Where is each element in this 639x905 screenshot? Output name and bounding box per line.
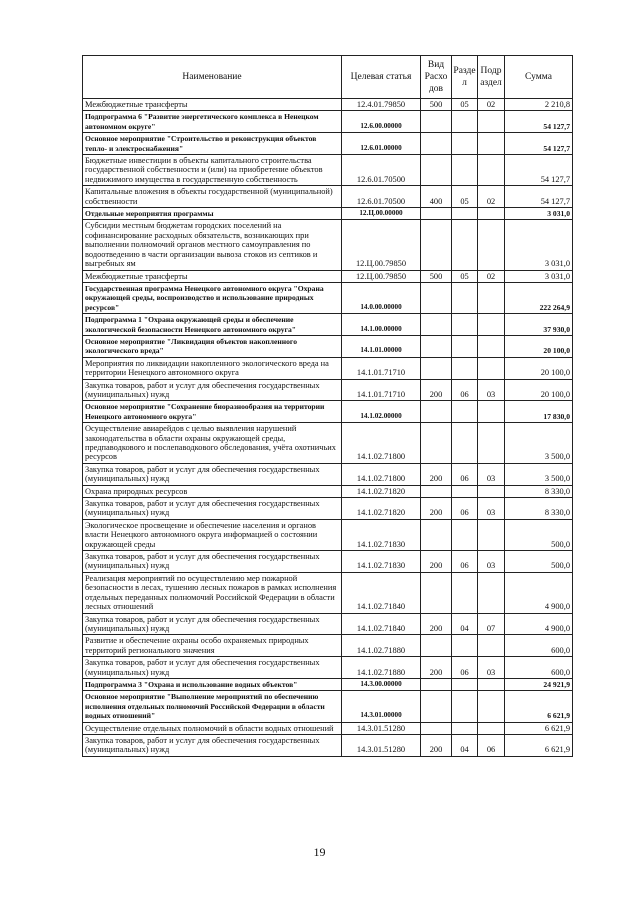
table-row (83, 423, 573, 464)
cell-podrazdel (478, 519, 505, 550)
cell-sum: 3 031,0 (505, 270, 573, 282)
cell-vid (421, 133, 452, 155)
cell-podrazdel (478, 572, 505, 613)
cell-podrazdel: 02 (478, 270, 505, 282)
cell-razdel: 06 (452, 498, 478, 520)
cell-podrazdel: 03 (478, 657, 505, 679)
table-row (83, 111, 573, 133)
cell-code: 14.0.00.00000 (342, 282, 421, 313)
table-row (83, 270, 573, 282)
cell-razdel (452, 357, 478, 379)
cell-sum: 3 031,0 (505, 208, 573, 220)
cell-podrazdel: 03 (478, 551, 505, 573)
cell-vid (421, 357, 452, 379)
cell-podrazdel: 02 (478, 186, 505, 208)
cell-name: Основное мероприятие "Сохранение биоразнообразия на территории Ненецкого автономного округа" (83, 401, 342, 423)
cell-sum: 20 100,0 (505, 379, 573, 401)
table-row (83, 691, 573, 722)
cell-name: Отдельные мероприятия программы (83, 208, 342, 220)
table-row (83, 314, 573, 336)
cell-code: 14.1.02.71830 (342, 519, 421, 550)
table-row (83, 551, 573, 573)
cell-podrazdel: 03 (478, 379, 505, 401)
cell-sum: 37 930,0 (505, 314, 573, 336)
cell-name: Межбюджетные трансферты (83, 99, 342, 111)
cell-code: 12.6.01.00000 (342, 133, 421, 155)
cell-code: 14.1.01.00000 (342, 335, 421, 357)
cell-sum: 4 900,0 (505, 572, 573, 613)
cell-sum: 8 330,0 (505, 498, 573, 520)
cell-sum: 6 621,9 (505, 734, 573, 756)
cell-code: 14.1.02.71880 (342, 635, 421, 657)
cell-vid (421, 282, 452, 313)
cell-vid: 500 (421, 99, 452, 111)
cell-sum: 3 500,0 (505, 463, 573, 485)
page-number: 19 (313, 845, 326, 859)
cell-razdel (452, 519, 478, 550)
cell-sum: 20 100,0 (505, 335, 573, 357)
cell-razdel (452, 423, 478, 464)
cell-podrazdel (478, 208, 505, 220)
cell-podrazdel (478, 357, 505, 379)
cell-code: 12.6.01.70500 (342, 186, 421, 208)
cell-code: 14.1.01.71710 (342, 379, 421, 401)
cell-vid: 200 (421, 551, 452, 573)
cell-podrazdel (478, 133, 505, 155)
cell-vid: 200 (421, 379, 452, 401)
table-row (83, 186, 573, 208)
header-razdel: Разде л (452, 56, 478, 99)
cell-name: Закупка товаров, работ и услуг для обеспечения государственных (муниципальных) нужд (83, 379, 342, 401)
cell-razdel: 05 (452, 99, 478, 111)
table-row (83, 208, 573, 220)
cell-code: 12.6.00.00000 (342, 111, 421, 133)
cell-vid (421, 572, 452, 613)
cell-sum: 6 621,9 (505, 691, 573, 722)
cell-name: Капитальные вложения в объекты государственной (муниципальной) собственности (83, 186, 342, 208)
cell-podrazdel (478, 220, 505, 270)
cell-code: 14.1.02.71840 (342, 572, 421, 613)
cell-name: Бюджетные инвестиции в объекты капитального строительства государственной собственности и (или) на приобретение объектов недвижимого имущества в государственную собственность (83, 155, 342, 186)
table-header-row (83, 56, 573, 99)
cell-sum: 6 621,9 (505, 722, 573, 734)
table-row (83, 99, 573, 111)
cell-code: 14.1.02.71820 (342, 498, 421, 520)
cell-podrazdel (478, 111, 505, 133)
cell-code: 14.3.00.00000 (342, 678, 421, 690)
cell-code: 14.1.00.00000 (342, 314, 421, 336)
cell-code: 12.Ц.00.79850 (342, 270, 421, 282)
cell-sum: 54 127,7 (505, 186, 573, 208)
cell-code: 12.Ц.00.79850 (342, 220, 421, 270)
cell-sum: 24 921,9 (505, 678, 573, 690)
cell-sum: 222 264,9 (505, 282, 573, 313)
cell-code: 14.1.02.71800 (342, 463, 421, 485)
cell-razdel (452, 401, 478, 423)
cell-sum: 500,0 (505, 551, 573, 573)
table-row (83, 678, 573, 690)
table-row (83, 734, 573, 756)
cell-code: 14.3.01.51280 (342, 734, 421, 756)
cell-name: Подпрограмма 3 "Охрана и использование водных объектов" (83, 678, 342, 690)
cell-vid: 200 (421, 498, 452, 520)
cell-razdel (452, 485, 478, 497)
cell-podrazdel: 06 (478, 734, 505, 756)
cell-vid (421, 335, 452, 357)
cell-sum: 600,0 (505, 635, 573, 657)
cell-code: 14.3.01.00000 (342, 691, 421, 722)
cell-name: Межбюджетные трансферты (83, 270, 342, 282)
cell-vid (421, 678, 452, 690)
cell-podrazdel (478, 678, 505, 690)
cell-podrazdel (478, 635, 505, 657)
cell-razdel (452, 691, 478, 722)
header-code: Целевая статья (342, 56, 421, 99)
cell-code: 12.4.01.79850 (342, 99, 421, 111)
cell-podrazdel: 03 (478, 498, 505, 520)
table-row (83, 401, 573, 423)
cell-vid: 200 (421, 734, 452, 756)
cell-name: Основное мероприятие "Ликвидация объектов накопленного экологического вреда" (83, 335, 342, 357)
cell-name: Закупка товаров, работ и услуг для обеспечения государственных (муниципальных) нужд (83, 498, 342, 520)
cell-razdel: 04 (452, 734, 478, 756)
cell-sum: 54 127,7 (505, 111, 573, 133)
table-row (83, 133, 573, 155)
table-row (83, 463, 573, 485)
cell-vid (421, 691, 452, 722)
cell-razdel: 05 (452, 186, 478, 208)
cell-sum: 54 127,7 (505, 133, 573, 155)
cell-podrazdel: 02 (478, 99, 505, 111)
cell-podrazdel (478, 722, 505, 734)
cell-name: Закупка товаров, работ и услуг для обеспечения государственных (муниципальных) нужд (83, 734, 342, 756)
cell-vid (421, 722, 452, 734)
budget-table-sheet (82, 55, 572, 757)
cell-sum: 2 210,8 (505, 99, 573, 111)
cell-code: 12.Ц.00.00000 (342, 208, 421, 220)
cell-razdel (452, 282, 478, 313)
cell-code: 12.6.01.70500 (342, 155, 421, 186)
table-row (83, 613, 573, 635)
cell-razdel (452, 208, 478, 220)
cell-name: Основное мероприятие "Строительство и реконструкция объектов тепло- и электроснабжения" (83, 133, 342, 155)
table-row (83, 155, 573, 186)
cell-name: Развитие и обеспечение охраны особо охраняемых природных территорий регионального значения (83, 635, 342, 657)
cell-razdel (452, 572, 478, 613)
cell-podrazdel (478, 282, 505, 313)
cell-sum: 17 830,0 (505, 401, 573, 423)
cell-sum: 8 330,0 (505, 485, 573, 497)
cell-name: Реализация мероприятий по осуществлению мер пожарной безопасности в лесах, тушению лесных пожаров в рамках исполнения отдельных переданных полномочий Российской Федерации в области лесных отношений (83, 572, 342, 613)
cell-razdel: 05 (452, 270, 478, 282)
cell-razdel (452, 314, 478, 336)
cell-sum: 500,0 (505, 519, 573, 550)
header-name: Наименование (83, 56, 342, 99)
table-row (83, 657, 573, 679)
cell-name: Закупка товаров, работ и услуг для обеспечения государственных (муниципальных) нужд (83, 463, 342, 485)
cell-sum: 4 900,0 (505, 613, 573, 635)
cell-razdel (452, 133, 478, 155)
cell-podrazdel (478, 423, 505, 464)
cell-code: 14.1.02.71830 (342, 551, 421, 573)
cell-razdel: 06 (452, 551, 478, 573)
cell-vid (421, 423, 452, 464)
cell-name: Закупка товаров, работ и услуг для обеспечения государственных (муниципальных) нужд (83, 613, 342, 635)
table-row (83, 379, 573, 401)
cell-podrazdel (478, 155, 505, 186)
cell-name: Подпрограмма 1 "Охрана окружающей среды и обеспечение экологической безопасности Ненецкого автономного округа" (83, 314, 342, 336)
cell-podrazdel (478, 314, 505, 336)
cell-sum: 3 031,0 (505, 220, 573, 270)
cell-razdel (452, 335, 478, 357)
cell-vid (421, 111, 452, 133)
cell-vid (421, 519, 452, 550)
cell-razdel (452, 722, 478, 734)
cell-code: 14.1.02.00000 (342, 401, 421, 423)
header-vid: Вид Расхо дов (421, 56, 452, 99)
cell-podrazdel (478, 485, 505, 497)
cell-vid (421, 314, 452, 336)
cell-code: 14.1.02.71800 (342, 423, 421, 464)
cell-vid (421, 485, 452, 497)
cell-code: 14.1.01.71710 (342, 357, 421, 379)
cell-name: Осуществление авиарейдов с целью выявления нарушений законодательства в области охраны окружающей среды, предпаводкового и послепаводкового обследования, учёта охотничьих ресурсов (83, 423, 342, 464)
cell-name: Субсидии местным бюджетам городских поселений на софинансирование расходных обязательств, возникающих при выполнении полномочий органов местного самоуправления по водоотведению в части организации вывоза стоков из септиков и выгребных ям (83, 220, 342, 270)
table-row (83, 282, 573, 313)
cell-podrazdel: 03 (478, 463, 505, 485)
cell-code: 14.1.02.71840 (342, 613, 421, 635)
cell-podrazdel (478, 401, 505, 423)
cell-name: Государственная программа Ненецкого автономного округа "Охрана окружающей среды, воспроизводство и использование природных ресурсов" (83, 282, 342, 313)
table-row (83, 485, 573, 497)
cell-razdel (452, 678, 478, 690)
cell-razdel: 06 (452, 463, 478, 485)
cell-vid: 500 (421, 270, 452, 282)
header-podrazdel: Подр аздел (478, 56, 505, 99)
cell-razdel (452, 111, 478, 133)
table-row (83, 635, 573, 657)
cell-razdel (452, 155, 478, 186)
cell-podrazdel (478, 691, 505, 722)
cell-podrazdel: 07 (478, 613, 505, 635)
cell-name: Мероприятия по ликвидации накопленного экологического вреда на территории Ненецкого автономного округа (83, 357, 342, 379)
cell-vid (421, 208, 452, 220)
cell-vid (421, 155, 452, 186)
cell-podrazdel (478, 335, 505, 357)
cell-vid: 200 (421, 657, 452, 679)
cell-name: Основное мероприятие "Выполнение мероприятий по обеспечению исполнения отдельных полномочий Российской Федерации в области водных отношений" (83, 691, 342, 722)
cell-vid (421, 401, 452, 423)
table-row (83, 357, 573, 379)
cell-sum: 600,0 (505, 657, 573, 679)
table-row (83, 220, 573, 270)
cell-sum: 54 127,7 (505, 155, 573, 186)
cell-razdel: 06 (452, 379, 478, 401)
table-row (83, 519, 573, 550)
cell-razdel: 06 (452, 657, 478, 679)
cell-sum: 20 100,0 (505, 357, 573, 379)
budget-table (82, 55, 573, 757)
cell-razdel (452, 220, 478, 270)
cell-code: 14.3.01.51280 (342, 722, 421, 734)
table-row (83, 722, 573, 734)
cell-sum: 3 500,0 (505, 423, 573, 464)
cell-razdel: 04 (452, 613, 478, 635)
cell-name: Экологическое просвещение и обеспечение населения и органов власти Ненецкого автономного округа информацией о состоянии окружающей среды (83, 519, 342, 550)
cell-vid: 200 (421, 463, 452, 485)
table-row (83, 572, 573, 613)
cell-code: 14.1.02.71820 (342, 485, 421, 497)
cell-code: 14.1.02.71880 (342, 657, 421, 679)
table-row (83, 498, 573, 520)
cell-razdel (452, 635, 478, 657)
cell-vid (421, 635, 452, 657)
table-row (83, 335, 573, 357)
cell-name: Охрана природных ресурсов (83, 485, 342, 497)
cell-name: Закупка товаров, работ и услуг для обеспечения государственных (муниципальных) нужд (83, 657, 342, 679)
cell-vid (421, 220, 452, 270)
cell-name: Подпрограмма 6 "Развитие энергетического комплекса в Ненецком автономном округе" (83, 111, 342, 133)
cell-name: Осуществление отдельных полномочий в области водных отношений (83, 722, 342, 734)
table-body (83, 99, 573, 757)
cell-vid: 400 (421, 186, 452, 208)
cell-vid: 200 (421, 613, 452, 635)
cell-name: Закупка товаров, работ и услуг для обеспечения государственных (муниципальных) нужд (83, 551, 342, 573)
header-sum: Сумма (505, 56, 573, 99)
